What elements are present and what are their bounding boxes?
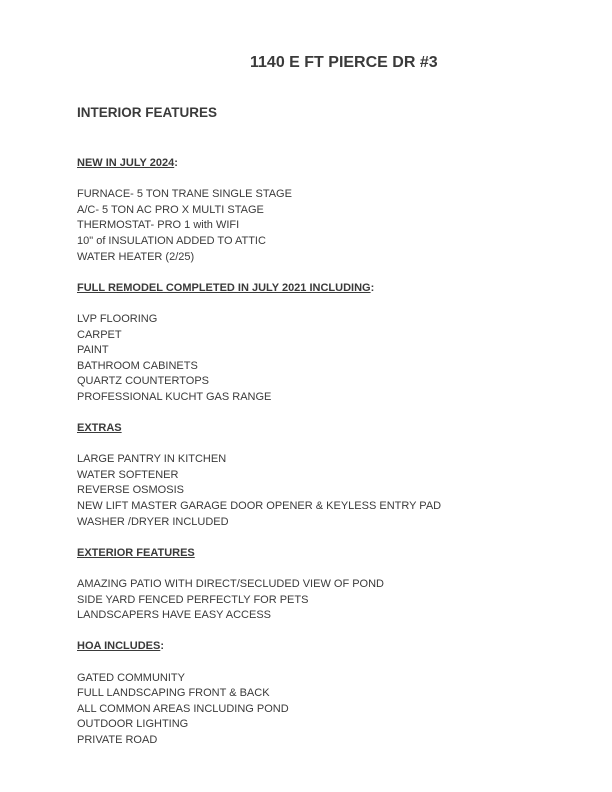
section-heading-text: FULL REMODEL COMPLETED IN JULY 2021 INCLUDING <box>77 281 371 294</box>
section-heading-text: EXTRAS <box>77 422 122 435</box>
section-heading-text: EXTERIOR FEATURES <box>77 546 195 559</box>
list-item: LANDSCAPERS HAVE EASY ACCESS <box>77 609 271 622</box>
list-item: LVP FLOORING <box>77 312 158 325</box>
list-item: FURNACE- 5 TON TRANE SINGLE STAGE <box>77 188 292 201</box>
section-heading-suffix: : <box>174 157 178 169</box>
section-hoa-includes <box>77 639 597 748</box>
list-item: GATED COMMUNITY <box>77 671 185 684</box>
list-item: 10" of INSULATION ADDED TO ATTIC <box>77 234 266 247</box>
section-exterior-features <box>77 546 597 624</box>
section-full-remodel <box>77 281 597 406</box>
list-item: THERMOSTAT- PRO 1 with WIFI <box>77 219 240 232</box>
section-new-2024 <box>77 156 597 265</box>
section-heading <box>77 281 597 297</box>
list-item: BATHROOM CABINETS <box>77 359 198 372</box>
list-item: FULL LANDSCAPING FRONT & BACK <box>77 687 270 700</box>
list-item: ALL COMMON AREAS INCLUDING POND <box>77 702 289 715</box>
list-item: PRIVATE ROAD <box>77 733 158 746</box>
list-item: WATER HEATER (2/25) <box>77 250 195 263</box>
section-title: INTERIOR FEATURES <box>77 105 218 120</box>
section-heading <box>77 546 597 562</box>
list-item: WATER SOFTENER <box>77 468 179 481</box>
section-extras <box>77 421 597 530</box>
page-title: 1140 E FT PIERCE DR #3 <box>250 54 438 71</box>
section-heading <box>77 156 597 172</box>
list-item: REVERSE OSMOSIS <box>77 484 184 497</box>
section-heading <box>77 639 597 655</box>
feature-list <box>77 156 597 764</box>
list-item: PROFESSIONAL KUCHT GAS RANGE <box>77 390 272 403</box>
list-item: WASHER /DRYER INCLUDED <box>77 515 229 528</box>
section-heading-text: NEW IN JULY 2024 <box>77 157 175 169</box>
list-item: SIDE YARD FENCED PERFECTLY FOR PETS <box>77 593 309 606</box>
list-item: CARPET <box>77 328 122 341</box>
section-heading-text: HOA INCLUDES <box>77 640 161 653</box>
section-heading-suffix: : <box>370 281 375 294</box>
list-item: QUARTZ COUNTERTOPS <box>77 375 210 388</box>
section-heading-suffix: : <box>160 640 164 653</box>
list-item: A/C- 5 TON AC PRO X MULTI STAGE <box>77 203 264 216</box>
list-item: NEW LIFT MASTER GARAGE DOOR OPENER & KEYLESS ENTRY PAD <box>77 500 442 513</box>
section-heading <box>77 421 597 437</box>
list-item: LARGE PANTRY IN KITCHEN <box>77 453 227 466</box>
list-item: AMAZING PATIO WITH DIRECT/SECLUDED VIEW OF POND <box>77 578 384 591</box>
list-item: PAINT <box>77 344 109 357</box>
list-item: OUTDOOR LIGHTING <box>77 718 189 731</box>
